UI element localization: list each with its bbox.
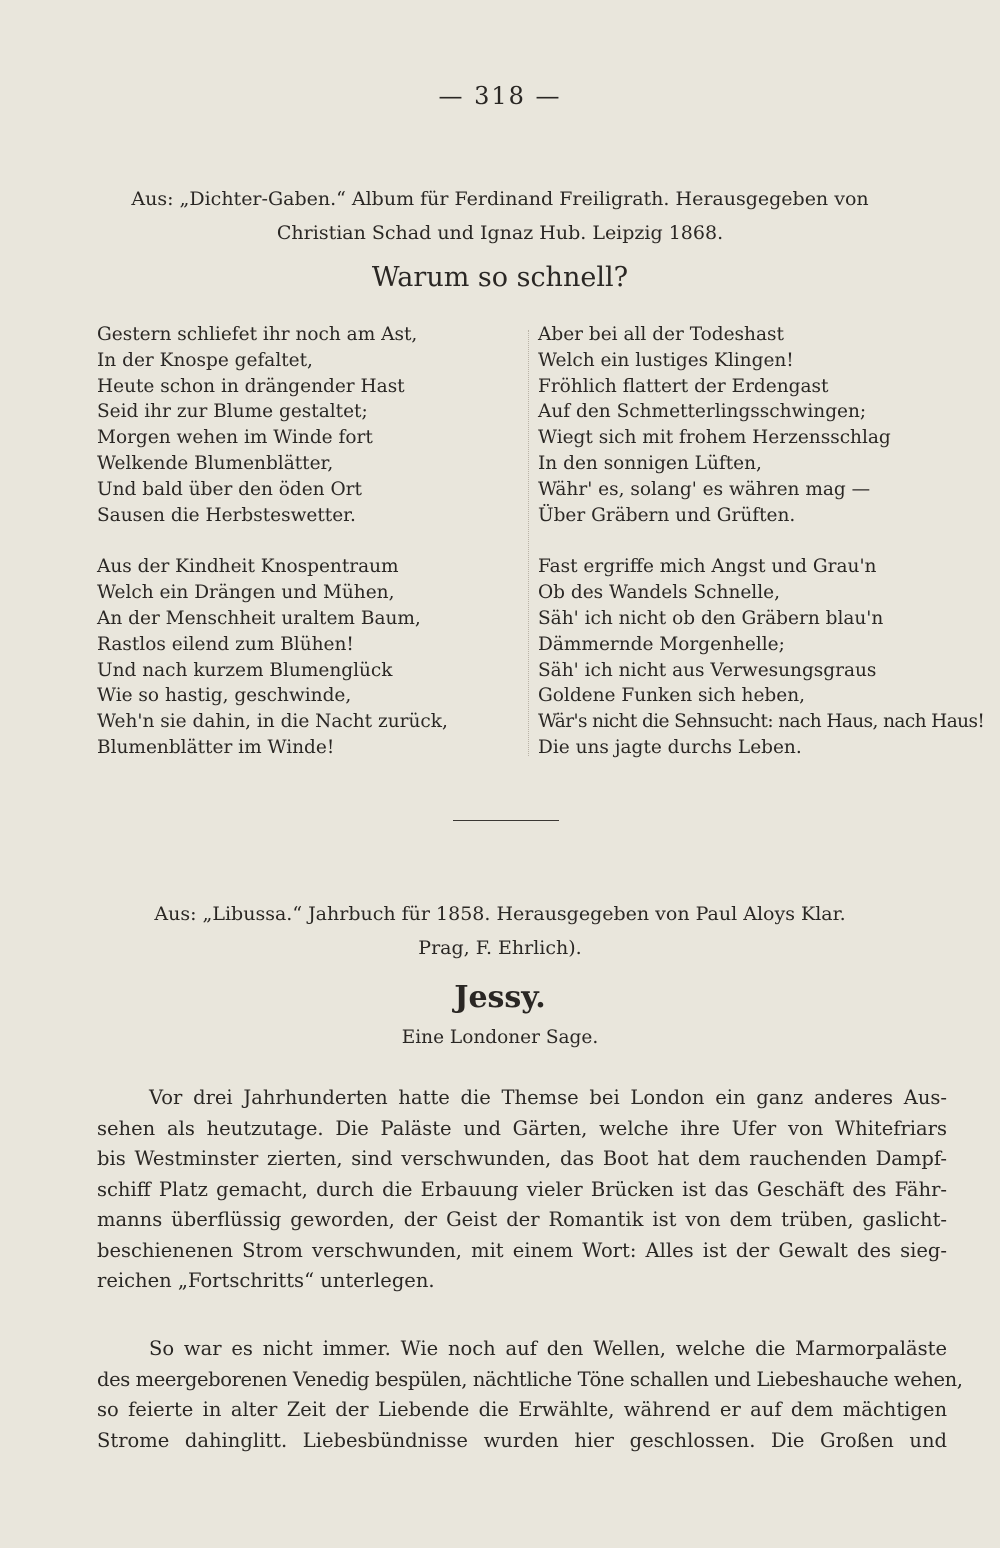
verse-line: Sausen die Herbsteswetter.	[97, 504, 356, 526]
verse-line: Über Gräbern und Grüften.	[538, 504, 796, 526]
verse-line: Rastlos eilend zum Blühen!	[97, 633, 354, 655]
section-rule	[453, 820, 559, 821]
text-line: schiff Platz gemacht, durch die Erbauung vieler Brücken ist das Geschäft des Fähr-	[97, 1177, 947, 1201]
verse-line: Und nach kurzem Blumenglück	[97, 659, 393, 681]
verse-line: Wie so hastig, geschwinde,	[97, 685, 352, 707]
verse-line: Und bald über den öden Ort	[97, 478, 362, 500]
page-number: — 318 —	[438, 82, 562, 110]
verse-line: Goldene Funken sich heben,	[538, 685, 806, 707]
story-subtitle: Eine Londoner Sage.	[401, 1027, 599, 1048]
verse-line: In der Knospe gefaltet,	[97, 349, 313, 371]
stanza	[538, 322, 984, 528]
text-line: Strome dahinglitt. Liebesbündnisse wurden hier geschlossen. Die Großen und	[97, 1428, 947, 1452]
verse-line: Welkende Blumenblätter,	[97, 452, 334, 474]
verse-line: Wiegt sich mit frohem Herzensschlag	[538, 427, 891, 449]
poem-title: Warum so schnell?	[371, 262, 629, 293]
verse-line: Heute schon in drängender Hast	[97, 375, 405, 397]
verse-line: Welch ein Drängen und Mühen,	[97, 582, 395, 604]
paragraph	[97, 1083, 947, 1297]
verse-line: Die uns jagte durchs Leben.	[538, 736, 802, 758]
verse-line: An der Menschheit uraltem Baum,	[97, 607, 421, 629]
source-note-1	[0, 182, 1000, 250]
verse-line: Aber bei all der Todeshast	[538, 324, 784, 345]
verse-line: Wär's nicht die Sehnsucht: nach Haus, nach Haus!	[538, 711, 985, 733]
verse-line: Säh' ich nicht aus Verwesungsgraus	[538, 659, 877, 681]
verse-line: Währ' es, solang' es währen mag —	[538, 478, 871, 500]
poem-right-column	[538, 322, 984, 787]
text-line: so feierte in alter Zeit der Liebende die Erwählte, während er auf dem mächtigen	[97, 1398, 947, 1421]
verse-line: Seid ihr zur Blume gestaltet;	[97, 401, 368, 423]
text-line: bis Westminster zierten, sind verschwunden, das Boot hat dem rauchenden Dampf-	[97, 1147, 947, 1170]
stanza	[538, 554, 984, 760]
story-title: Jessy.	[454, 980, 546, 1015]
verse-line: Auf den Schmetterlingsschwingen;	[538, 401, 867, 423]
verse-line: Dämmernde Morgenhelle;	[538, 633, 785, 655]
verse-line: Welch ein lustiges Klingen!	[538, 349, 794, 371]
verse-line: Morgen wehen im Winde fort	[97, 427, 373, 449]
paragraph	[97, 1334, 963, 1456]
text-line: sehen als heutzutage. Die Paläste und Gärten, welche ihre Ufer von Whitefriars	[97, 1116, 947, 1140]
verse-line: In den sonnigen Lüften,	[538, 452, 762, 474]
verse-line: Fröhlich flattert der Erdengast	[538, 375, 829, 397]
source-note-2	[0, 897, 1000, 965]
stanza	[97, 322, 448, 528]
verse-line: Blumenblätter im Winde!	[97, 736, 335, 758]
text-line: des meergeborenen Venedig bespülen, nächtliche Töne schallen und Liebeshauche wehen,	[97, 1367, 963, 1391]
stanza	[97, 554, 448, 760]
verse-line: Weh'n sie dahin, in die Nacht zurück,	[97, 711, 448, 733]
column-divider	[528, 330, 529, 756]
text-line: beschienenen Strom verschwunden, mit einem Wort: Alles ist der Gewalt des sieg-	[97, 1238, 947, 1262]
text-line: So war es nicht immer. Wie noch auf den Wellen, welche die Marmorpaläste	[149, 1337, 947, 1360]
verse-line: Säh' ich nicht ob den Gräbern blau'n	[538, 607, 884, 629]
verse-line: Aus der Kindheit Knospentraum	[97, 556, 399, 578]
text-line: Vor drei Jahrhunderten hatte die Themse bei London ein ganz anderes Aus-	[149, 1086, 947, 1109]
poem-left-column	[97, 322, 448, 787]
verse-line: Ob des Wandels Schnelle,	[538, 582, 780, 604]
verse-line: Gestern schliefet ihr noch am Ast,	[97, 324, 418, 345]
text-line: reichen „Fortschritts“ unterlegen.	[97, 1269, 435, 1292]
source-line: Aus: „Libussa.“ Jahrbuch für 1858. Herausgegeben von Paul Aloys Klar.	[154, 903, 846, 925]
source-line: Christian Schad und Ignaz Hub. Leipzig 1868.	[276, 222, 724, 244]
source-line: Prag, F. Ehrlich).	[418, 937, 582, 959]
source-line: Aus: „Dichter-Gaben.“ Album für Ferdinand Freiligrath. Herausgegeben von	[131, 188, 869, 210]
text-line: manns überflüssig geworden, der Geist der Romantik ist von dem trüben, gaslicht-	[97, 1208, 947, 1231]
verse-line: Fast ergriffe mich Angst und Grau'n	[538, 556, 877, 578]
